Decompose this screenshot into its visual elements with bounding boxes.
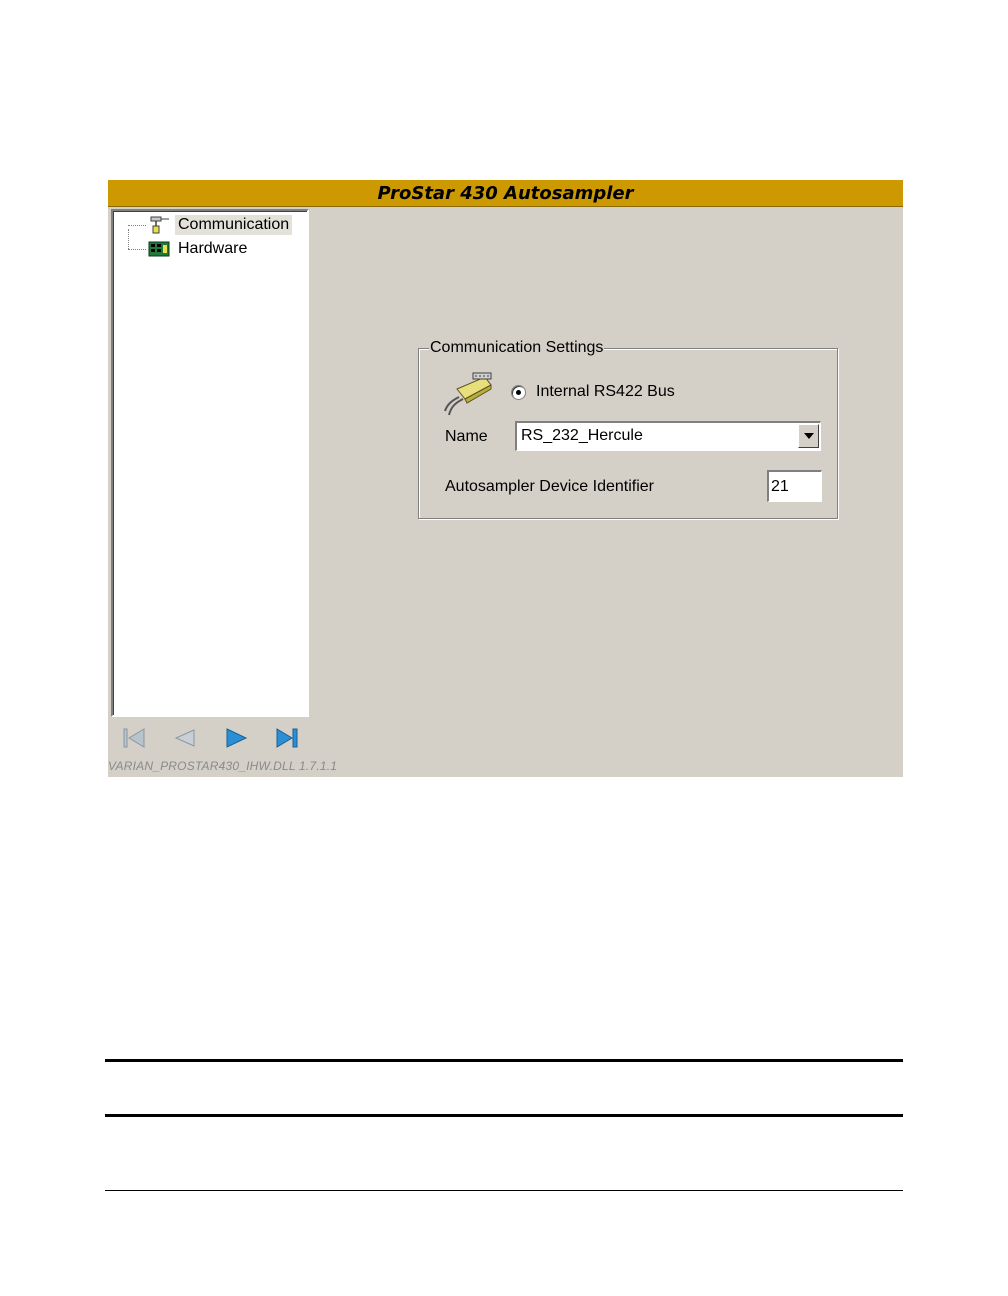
last-page-icon xyxy=(274,726,300,750)
document-rule xyxy=(105,1190,903,1191)
tree-item-label: Communication xyxy=(175,215,292,235)
serial-cable-icon xyxy=(147,215,171,235)
window-title: ProStar 430 Autosampler xyxy=(108,180,903,206)
previous-page-icon xyxy=(172,726,198,750)
navigation-tree[interactable] xyxy=(111,209,309,717)
tree-item-label: Hardware xyxy=(178,240,248,257)
next-page-icon xyxy=(223,726,249,750)
name-dropdown[interactable] xyxy=(515,421,821,451)
radio-label: Internal RS422 Bus xyxy=(536,383,675,400)
device-identifier-label: Autosampler Device Identifier xyxy=(445,478,654,495)
circuit-board-icon xyxy=(147,239,171,259)
navigation-buttons xyxy=(108,719,313,757)
tree-item-hardware[interactable] xyxy=(147,239,250,259)
communication-settings-group xyxy=(418,339,838,519)
group-title: Communication Settings xyxy=(430,339,604,356)
serial-connector-icon xyxy=(443,371,495,417)
first-page-icon xyxy=(121,726,147,750)
internal-rs422-radio[interactable] xyxy=(511,383,675,401)
last-page-button[interactable] xyxy=(272,724,302,752)
chevron-down-icon[interactable] xyxy=(798,424,819,448)
name-label: Name xyxy=(445,428,488,445)
document-rule xyxy=(105,1059,903,1062)
name-dropdown-value: RS_232_Hercule xyxy=(521,427,643,444)
prostar-config-window xyxy=(108,180,903,777)
tree-item-communication[interactable] xyxy=(147,215,292,235)
device-identifier-input[interactable] xyxy=(767,470,822,502)
document-rule xyxy=(105,1114,903,1117)
next-page-button[interactable] xyxy=(221,724,251,752)
dll-version-text: VARIAN_PROSTAR430_IHW.DLL 1.7.1.1 xyxy=(108,759,338,773)
first-page-button[interactable] xyxy=(119,724,149,752)
title-divider xyxy=(108,206,903,207)
radio-button[interactable] xyxy=(511,385,526,400)
previous-page-button[interactable] xyxy=(170,724,200,752)
